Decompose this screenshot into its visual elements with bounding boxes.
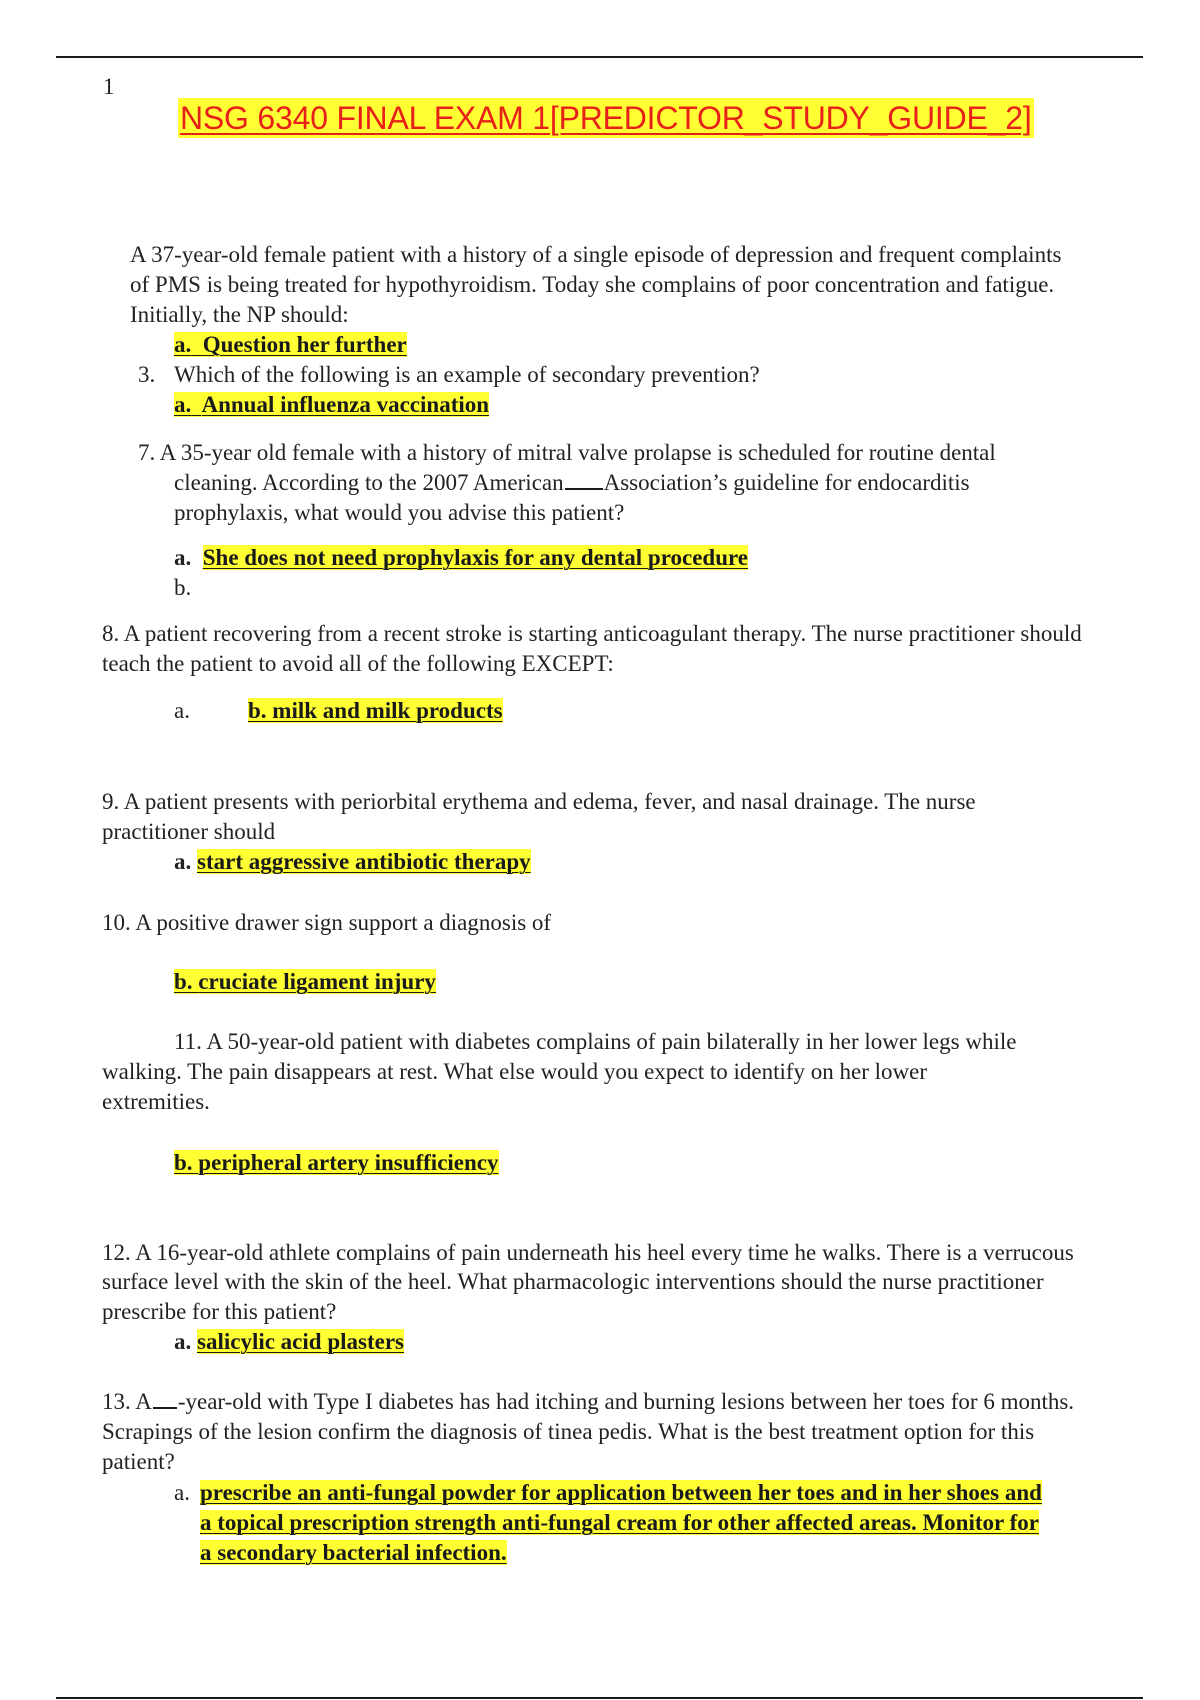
answer-10 <box>174 967 436 997</box>
answer-3 <box>174 390 489 420</box>
question-13-line-3: patient? <box>102 1449 175 1474</box>
blank-line <box>153 1387 177 1409</box>
top-rule <box>56 56 1143 58</box>
answer-1 <box>174 330 407 360</box>
question-13-line-1a: 13. A <box>102 1389 152 1414</box>
answer-8-text: b. milk and milk products <box>248 698 503 723</box>
answer-1-text: Question her further <box>202 332 407 357</box>
question-10-line-1: 10. A positive drawer sign support a diagnosis of <box>102 910 552 935</box>
document-title: NSG 6340 FINAL EXAM 1[PREDICTOR_STUDY_GUIDE_2] <box>180 100 1032 136</box>
question-1-line-2: of PMS is being treated for hypothyroidism. Today she complains of poor concentration and fatigue. <box>130 272 1055 297</box>
question-1-line-3: Initially, the NP should: <box>130 302 349 327</box>
option-7-b: b. <box>174 575 192 600</box>
answer-13-text-1: prescribe an anti-fungal powder for application between her toes and in her shoes and <box>200 1480 1042 1505</box>
answer-7 <box>174 543 748 573</box>
question-7-line-2a: cleaning. According to the 2007 American <box>174 470 564 495</box>
answer-12-letter: a. <box>174 1329 192 1354</box>
answer-9-text: start aggressive antibiotic therapy <box>197 849 531 874</box>
answer-9-letter: a. <box>174 849 192 874</box>
question-11-line-2: walking. The pain disappears at rest. What else would you expect to identify on her lower <box>102 1059 928 1084</box>
answer-11-text: b. peripheral artery insufficiency <box>174 1150 499 1175</box>
answer-13-text-3: a secondary bacterial infection. <box>200 1540 507 1565</box>
question-12-line-2: surface level with the skin of the heel. What pharmacologic interventions should the nurse practitioner <box>102 1269 1044 1294</box>
question-3-number: 3. <box>138 362 156 387</box>
question-8-line-1: 8. A patient recovering from a recent stroke is starting anticoagulant therapy. The nurse practitioner should <box>102 621 1082 646</box>
question-12-line-1: 12. A 16-year-old athlete complains of pain underneath his heel every time he walks. There is a verrucous <box>102 1240 1074 1265</box>
question-11-line-1: 11. A 50-year-old patient with diabetes complains of pain bilaterally in her lower legs while <box>174 1029 1017 1054</box>
answer-13-text-2: a topical prescription strength anti-fungal cream for other affected areas. Monitor for <box>200 1510 1039 1535</box>
question-9-line-1: 9. A patient presents with periorbital erythema and edema, fever, and nasal drainage. The nurse <box>102 789 976 814</box>
blank-line <box>565 468 603 490</box>
answer-13-line-3 <box>200 1538 507 1568</box>
page-number: 1 <box>103 74 115 99</box>
bottom-rule <box>56 1697 1143 1699</box>
question-1-line-1: A 37-year-old female patient with a history of a single episode of depression and frequent complaints <box>130 242 1062 267</box>
question-7-line-1: 7. A 35-year old female with a history of mitral valve prolapse is scheduled for routine dental <box>138 440 996 465</box>
question-12-line-3: prescribe for this patient? <box>102 1299 337 1324</box>
question-8-line-2: teach the patient to avoid all of the following EXCEPT: <box>102 651 614 676</box>
question-7-line-2b: Association’s guideline for endocarditis <box>603 470 970 495</box>
answer-3-letter: a. <box>174 392 192 417</box>
answer-13-line-1 <box>200 1478 1042 1508</box>
answer-7-letter: a. <box>174 545 192 570</box>
answer-10-letter: b. <box>174 969 193 994</box>
question-13-line-1b: -year-old with Type I diabetes has had itching and burning lesions between her toes for 6 months. <box>177 1389 1075 1414</box>
question-13-line-1 <box>102 1387 1074 1417</box>
question-3-text: Which of the following is an example of secondary prevention? <box>174 362 760 387</box>
answer-12 <box>174 1327 404 1357</box>
answer-7-text: She does not need prophylaxis for any dental procedure <box>202 545 749 570</box>
question-13-line-2: Scrapings of the lesion confirm the diagnosis of tinea pedis. What is the best treatment option for this <box>102 1419 1035 1444</box>
question-7-line-2 <box>174 468 970 498</box>
answer-8-letter: a. <box>174 698 190 723</box>
answer-10-text: cruciate ligament injury <box>198 969 436 994</box>
question-7-line-3: prophylaxis, what would you advise this patient? <box>174 500 625 525</box>
answer-12-text: salicylic acid plasters <box>197 1329 404 1354</box>
answer-11 <box>174 1148 499 1178</box>
answer-1-letter: a. <box>174 332 192 357</box>
answer-3-text: Annual influenza vaccination <box>201 392 490 417</box>
question-9-line-2: practitioner should <box>102 819 276 844</box>
question-11-line-3: extremities. <box>102 1089 210 1114</box>
answer-9 <box>174 847 531 877</box>
answer-13-line-2 <box>200 1508 1039 1538</box>
answer-8 <box>248 696 503 726</box>
answer-13-letter: a. <box>174 1480 190 1505</box>
